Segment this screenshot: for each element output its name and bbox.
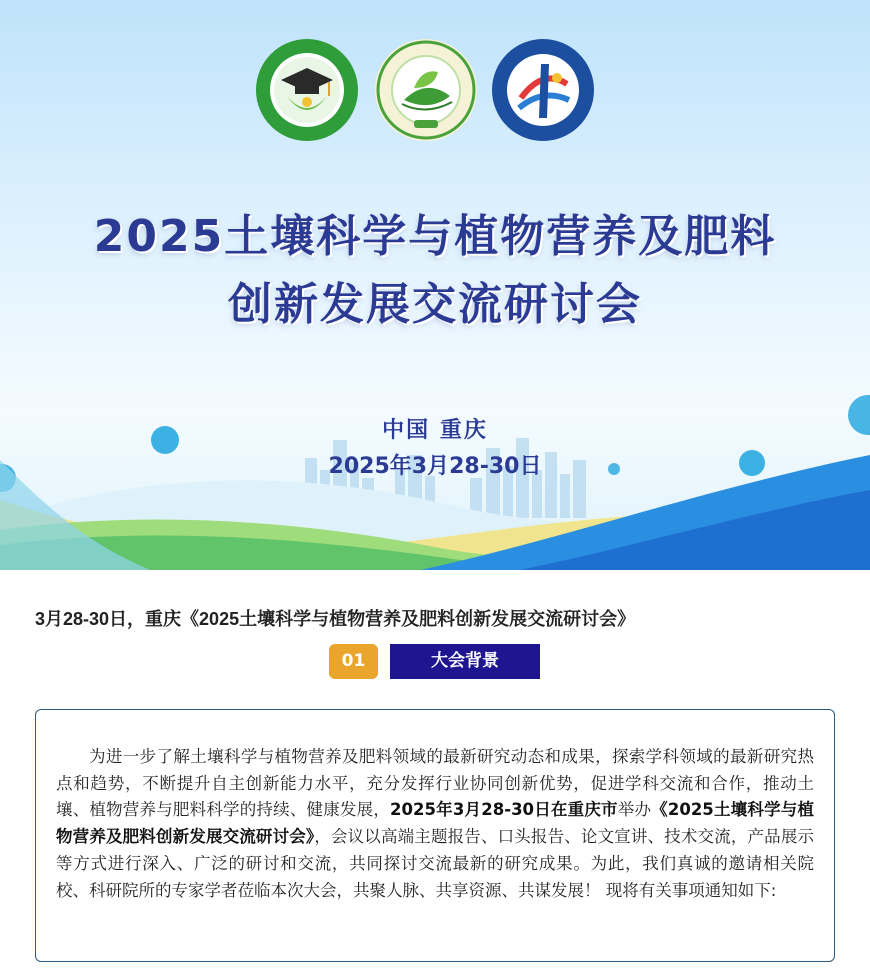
- graduation-cap-icon: [255, 38, 359, 142]
- cfhta-emblem-icon: [491, 38, 595, 142]
- paragraph-bold-event-name: 《2025土壤科学与植物营养及肥料创新发展交流研讨会》: [56, 800, 814, 847]
- section-title: 大会背景: [390, 644, 540, 679]
- paragraph-text-3: ，会议以高端主题报告、口头报告、论文宣讲、技术交流，产品展示等方式进行深入、广泛的研讨和交流，共同探讨交流最新的研究成果。为此，我们真诚的邀请相关院校、科研院所的专家学者莅临本次大会，共聚人脉、共享资源、共谋发展！ 现将有关事项通知如下:: [56, 827, 815, 900]
- banner-title-line-2: 创新发展交流研讨会: [228, 279, 642, 330]
- banner-title-line-1: 2025土壤科学与植物营养及肥料: [93, 211, 777, 262]
- leaf-icon: [374, 38, 478, 142]
- background-paragraph: [56, 744, 814, 904]
- paragraph-bold-date-place: 2025年3月28-30日在重庆市: [390, 800, 618, 820]
- paragraph-text-1: 为进一步了解土壤科学与植物营养及肥料领域的最新研究动态和成果，探索学科领域的最新研究热点和趋势，不断提升自主创新能力水平，充分发挥行业协同创新优势，促进学科交流和合作，推动土壤、植物营养与肥料科学的持续、健康发展，: [56, 747, 814, 820]
- banner-location: 中国 重庆: [382, 418, 488, 443]
- banner-date: 2025年3月28-30日: [328, 454, 542, 479]
- section-number-badge: 01: [329, 644, 378, 679]
- article-headline: 3月28-30日，重庆《2025土壤科学与植物营养及肥料创新发展交流研讨会》: [35, 609, 636, 629]
- organizer-logos: [0, 38, 870, 148]
- paragraph-text-2: 举办: [617, 800, 652, 820]
